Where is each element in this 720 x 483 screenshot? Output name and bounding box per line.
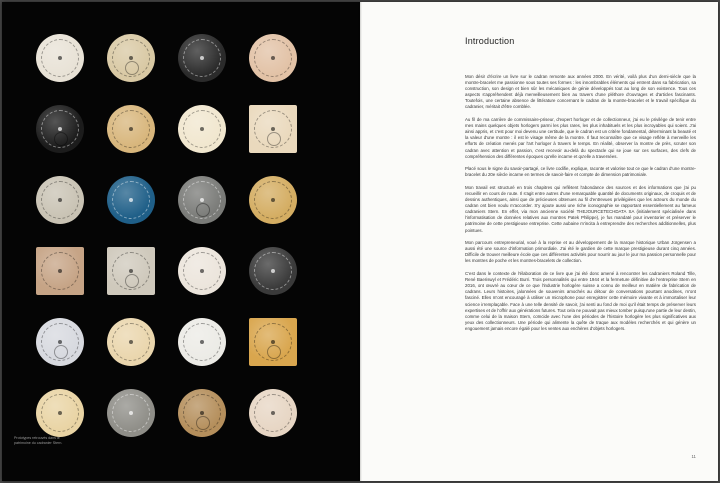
watch-dial-photo [36,34,84,82]
dial-center [271,127,275,131]
dial-center [200,340,204,344]
watch-dial-photo [36,176,84,224]
subdial [54,345,68,359]
watch-dial-photo [36,318,84,366]
dial-center [271,411,275,415]
subdial [196,203,210,217]
watch-dial-photo [249,389,297,437]
watch-dial-photo [36,247,84,295]
subdial [196,416,210,430]
watch-dial-photo [178,318,226,366]
dial-center [58,411,62,415]
dial-center [200,127,204,131]
dial-center [58,269,62,273]
watch-dial-photo [107,247,155,295]
dial-center [58,127,62,131]
dial-center [129,56,133,60]
dial-grid [36,34,297,437]
watch-dial-photo [249,34,297,82]
watch-dial-photo [107,389,155,437]
subdial [54,132,68,146]
dial-center [271,340,275,344]
dial-center [129,127,133,131]
watch-dial-photo [178,176,226,224]
watch-dial-photo [249,247,297,295]
watch-dial-photo [107,176,155,224]
dial-center [58,56,62,60]
dial-center [129,411,133,415]
dial-center [200,56,204,60]
watch-dial-photo [107,34,155,82]
paragraph: Mon désir d'écrire un livre sur le cadran remonte aux années 2000. En vérité, voilà plus d'un demi-siècle que la montre-bracelet me passionne sous toutes ses formes : les innombrables éléments qui entrent dans sa fabrication, sa construction, son design et bien sûr les mécaniques de génie développés tout au long de son existence. Tous ces aspects s'appréhendent déjà merveilleusement bien au travers d'une pléthore d'ouvrages et d'articles fascinants. Toutefois, une certaine absence de littérature concernant le cadran de la montre-bracelet et le travail spécifique du cadranier, méritait d'être comblée. [465,74,696,110]
dial-center [129,269,133,273]
paragraph: Placé sous le signe du savoir-partagé, ce livre codifie, explique, raconte et valorise tout ce que le cadran d'une montre-bracelet du 20e siècle incarne en termes de savoir-faire et compte de dimension patrimoniale. [465,166,696,178]
paragraph: Mon travail est structuré en trois chapitres qui reflètent l'abondance des sources et des informations que j'ai pu recueillir en cours de route. Il s'agit entre autres d'une remarquable quantité de documents originaux, de croquis et de dessins authentiques, ainsi que de précieuses obtenues au fil d'entrevues privilégiées que les acteurs du monde du cadran ont bien voulu m'accorder. S'y ajoute aussi une riche iconographie se rapportant essentiellement au fameux cadraniers Stern. En effet, via mon ancienne société THEJOURCETECHDATA SA (initialement spécialisée dans l'informatisation de données relatives aux montres Patek Philippe), je fus mandaté pour inventorier et préserver le patrimoine de cette prestigieuse entreprise. Cette aubaine m'incita à entreprendre des recherches additionnelles, plus pointues. [465,184,696,233]
dial-center [200,269,204,273]
dial-center [271,269,275,273]
page-number: 11 [691,454,696,459]
watch-dial-photo [178,247,226,295]
dial-center [129,340,133,344]
dial-center [58,198,62,202]
subdial [267,345,281,359]
watch-dial-photo [249,176,297,224]
watch-dial-photo [249,105,297,153]
dial-center [271,198,275,202]
watch-dial-photo [249,318,297,366]
right-page [360,2,718,481]
subdial [125,274,139,288]
dial-center [129,198,133,202]
watch-dial-photo [36,389,84,437]
watch-dial-photo [107,105,155,153]
left-page [2,2,360,481]
watch-dial-photo [178,389,226,437]
watch-dial-photo [36,105,84,153]
paragraph: Au fil de ma carrière de commissaire-priseur, d'expert horloger et de collectionneur, j'ai eu le privilège de tenir entre mes mains quelques objets horlogers parmi les plus rares, les plus inhabituels et les plus incroyables qui soient. J'ai ainsi appris, et c'est pour moi devenu une certitude, que le cadran est un critère fondamental, déterminant la beauté et la valeur d'une montre : il est le visage même de la montre. Il faut reconnaître que ce visage reflète à merveille les efforts de création menés par l'art horloger à travers le temps. En réalité, observer la montre de près, scruter son cadran avec attention et passion, c'est recevoir au-delà du spectacle qui se joue sur ces surfaces, des clefs de compréhension des différentes époques qu'elle incarne et qu'elle a traversées. [465,117,696,159]
book-spread [2,2,718,481]
dial-center [271,56,275,60]
watch-dial-photo [178,34,226,82]
dial-center [200,198,204,202]
watch-dial-photo [107,318,155,366]
subdial [125,61,139,75]
paragraph: Mon parcours entrepreneurial, voué à la reprise et au développement de la marque historique Urban Jürgensen a aussi été une source d'information primordiale. J'ai été le gardien de cette marque prestigieuse durant cinq années. Difficile de trouver meilleure école que ces différentes activités pour nourrir au jour le jour ma passion personnelle pour les montres de poche et les montres-bracelets de collection. [465,240,696,264]
paragraph: C'est dans le contexte de l'élaboration de ce livre que j'ai été donc amené à rencontrer les cadraniers Roland Tille, René Baeriswyl et Frédéric Burri. Trois personnalités qui entre 1944 et la fermeture définitive de l'entreprise Stern en 2016, ont œuvré au cœur de ce que l'industrie horlogère suisse a connu de meilleur en matière de fabrication de cadrans. Leurs histoires, jalonnées de souvenirs amochés au détour de conversations pourtant anodines, m'ont fasciné. Elles m'ont encouragé à utiliser un microphone pour enregistrer cette mémoire vivante et à immortaliser leur science irremplaçable. Face à une telle densité de savoir, j'ai senti au fond de moi qu'il était temps de préserver leurs expertises et de l'offrir aux générations futures. Tout cela ne pouvait pas mieux tomber puisqu'une partie de leur destin, comme celui de la maison Stern, coïncide avec l'une des périodes de l'histoire horlogère les plus significatives aux yeux des collectionneurs. Une période qui alimente la quête de traque aux modèles recherchés et qui génère un engouement jamais encore égalé pour les ventes aux enchères d'objets horlogers. [465,271,696,331]
dial-center [58,340,62,344]
page-title: Introduction [465,36,515,46]
photo-caption: Prototypes retrouvés dans le patrimoine du cadranier Stern. [14,436,63,445]
subdial [267,132,281,146]
dial-center [200,411,204,415]
watch-dial-photo [178,105,226,153]
